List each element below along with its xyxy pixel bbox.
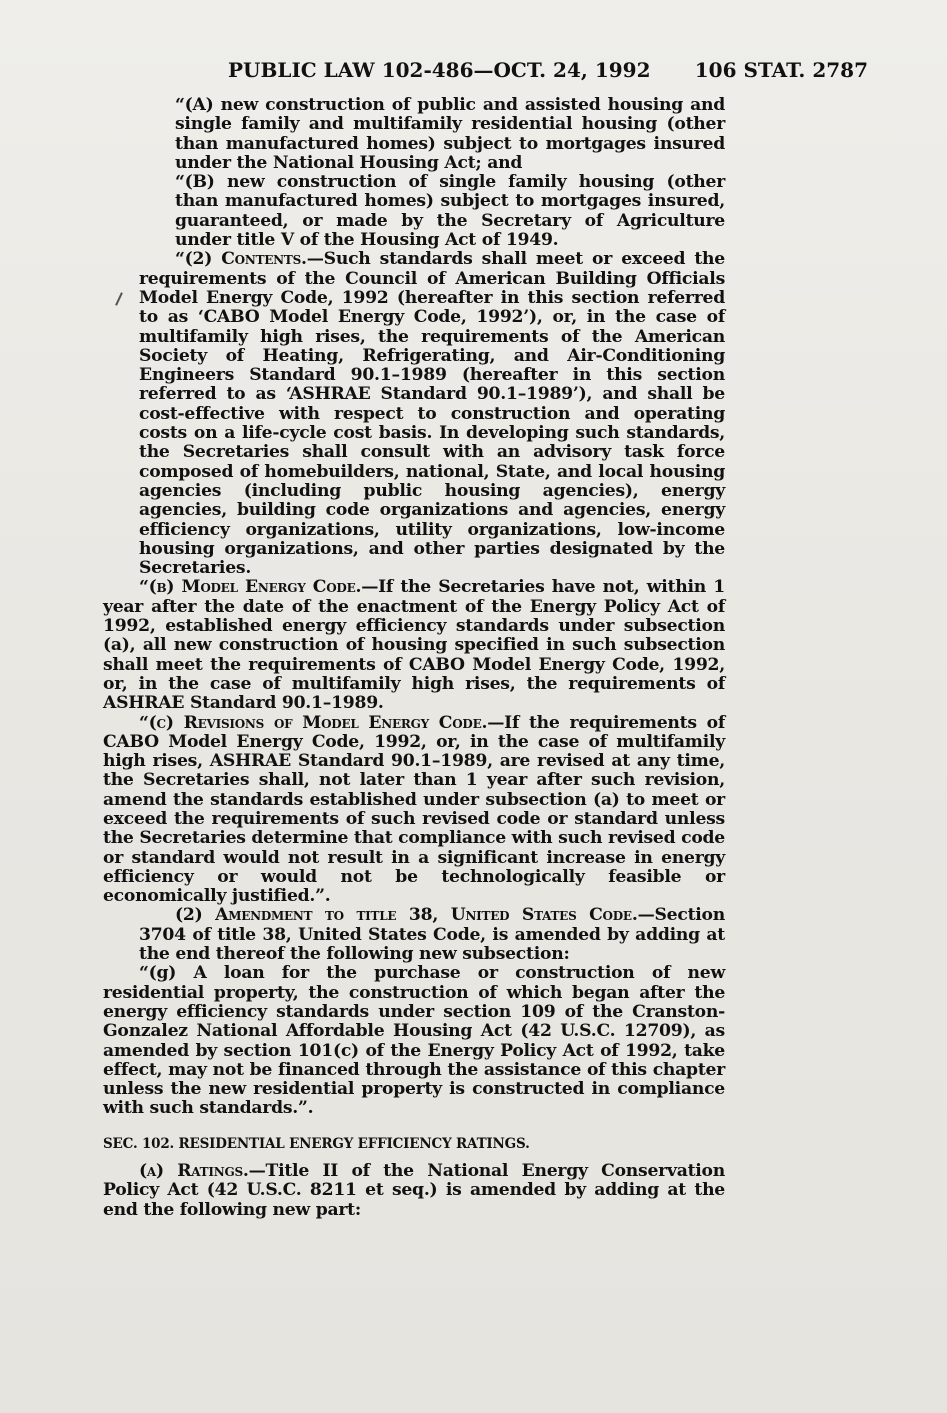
document-body	[103, 96, 725, 1220]
paragraph-heading: “(c) Revisions of Model Energy Code.	[139, 712, 488, 733]
paragraph-heading: (a) Ratings.	[139, 1161, 249, 1182]
paragraph-a-ratings: (a) Ratings.—Title II of the National Energy Conservation Policy Act (42 U.S.C. 8211 et seq.) is amended by adding at the end the following new part:	[103, 1161, 726, 1220]
paragraph-heading: (2) Amendment to title 38, United States Code.	[175, 905, 638, 926]
paragraph-b-1: “(B) new construction of single family housing (other than manufactured homes) subject to mortgages insured, guaranteed, or made by the Secretary of Agriculture under title V of the Housing Act of 1949.	[175, 172, 725, 251]
paragraph-a-1: “(A) new construction of public and assisted housing and single family and multifamily residential housing (other than manufactured homes) subject to mortgages insured under the National Housing Act; and	[175, 95, 725, 173]
section-heading: SEC. 102. RESIDENTIAL ENERGY EFFICIENCY RATINGS.	[103, 1135, 530, 1152]
paragraph-2-amendment: (2) Amendment to title 38, United States Code.—Section 3704 of title 38, United States Code, is amended by adding at the end thereof the following new subsection:	[139, 905, 725, 965]
paragraph-g-loan: “(g) A loan for the purchase or construction of new residential property, the construction of which began after the energy efficiency standards under section 109 of the Cranston-Gonzalez National Affordable Housing Act (42 U.S.C. 12709), as amended by section 101(c) of the Energy Policy Act of 1992, take effect, may not be financed through the assistance of this chapter unless the new residential property is constructed in compliance with such standards.”.	[103, 963, 725, 1119]
paragraph-heading: “(b) Model Energy Code.	[139, 577, 362, 598]
paragraph-b-model-energy-code: “(b) Model Energy Code.—If the Secretaries have not, within 1 year after the date of the enactment of the Energy Policy Act of 1992, established energy efficiency standards under subsection (a), all new construction of housing specified in such subsection shall meet the requirements of CABO Model Energy Code, 1992, or, in the case of multifamily high rises, the requirements of ASHRAE Standard 90.1–1989.	[103, 577, 725, 714]
paragraph-heading: “(2) Contents.	[175, 249, 307, 270]
statute-page-number: 106 STAT. 2787	[694, 58, 868, 82]
paragraph-c-revisions: “(c) Revisions of Model Energy Code.—If the requirements of CABO Model Energy Code, 1992, or, in the case of multifamily high rises, ASHRAE Standard 90.1–1989, are revised at any time, the Secretaries shall, not later than 1 year after such revision, amend the standards established under subsection (a) to meet or exceed the requirements of such revised code or standard unless the Secretaries determine that compliance with such revised code or standard would not result in a significant increase in energy efficiency or would not be technologically feasible or economically justified.”.	[103, 712, 725, 907]
page-header	[228, 58, 868, 88]
running-head: PUBLIC LAW 102-486—OCT. 24, 1992	[228, 58, 651, 82]
paragraph-2-contents: “(2) Contents.—Such standards shall meet or exceed the requirements of the Council of American Building Officials Model Energy Code, 1992 (hereafter in this section referred to as ‘CABO Model Energy Code, 1992’), or, in the case of multifamily high rises, the requirements of the American Society of Heating, Refrigerating, and Air-Conditioning Engineers Standard 90.1–1989 (hereafter in this section referred to as ‘ASHRAE Standard 90.1–1989’), and shall be cost-effective with respect to construction and operating costs on a life-cycle cost basis. In developing such standards, the Secretaries shall consult with an advisory task force composed of homebuilders, national, State, and local housing agencies (including public housing agencies), energy agencies, building code organizations and agencies, energy efficiency organizations, utility organizations, low-income housing organizations, and other parties designated by the Secretaries.	[139, 249, 725, 579]
